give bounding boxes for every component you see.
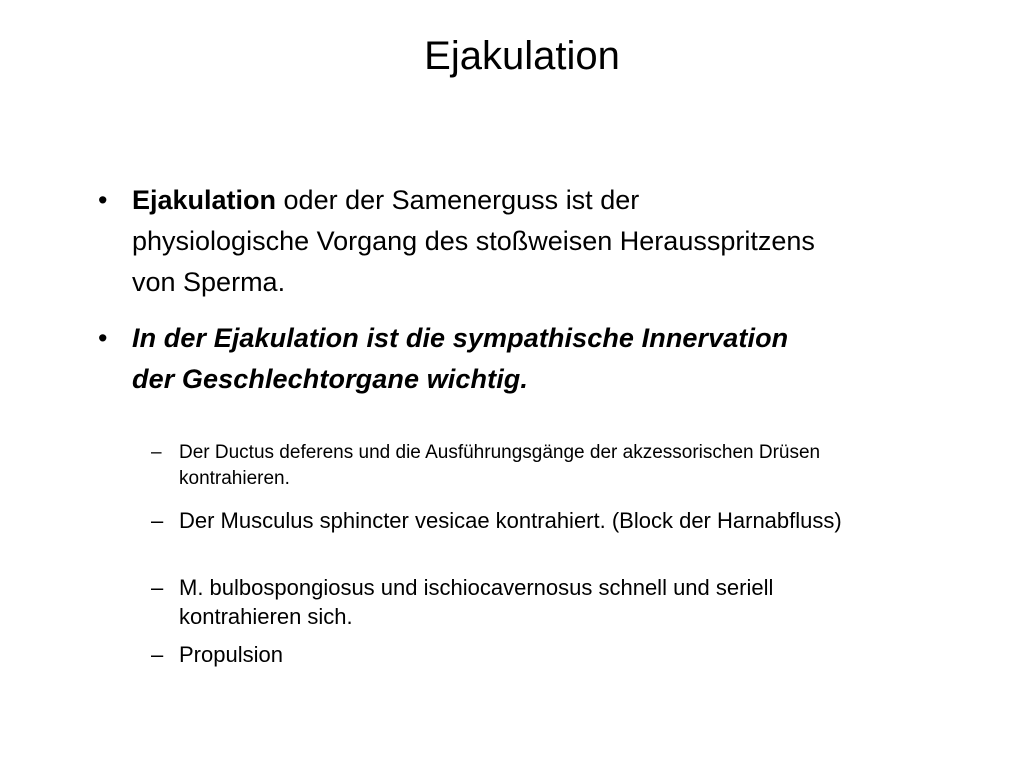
bullet-marker: • (98, 185, 108, 215)
subbullet-text: M. bulbospongiosus und ischiocavernosus schnell und seriell kontrahieren sich. (179, 575, 774, 629)
subbullet-marker: – (151, 508, 164, 533)
bullet-lead-term: Ejakulation (132, 185, 277, 215)
subbullet-marker: – (151, 642, 164, 667)
subbullet-text: Der Musculus sphincter vesicae kontrahiert. (Block der Harnabfluss) (179, 508, 842, 533)
bullet-text: In der Ejakulation ist die sympathische Innervation der Geschlechtorgane wichtig. (132, 323, 789, 394)
subbullet-text: Der Ductus deferens und die Ausführungsgänge der akzessorischen Drüsen kontrahieren. (179, 442, 821, 489)
bullet-text (132, 180, 822, 303)
subbullet-marker: – (151, 442, 162, 463)
subbullet-marker: – (151, 575, 164, 600)
bullet-marker: • (98, 323, 108, 353)
slide-title: Ejakulation (424, 34, 620, 78)
subbullet-text: Propulsion (179, 642, 283, 667)
bullet-rest-text: oder der Samenerguss ist der physiologische Vorgang des stoßweisen Herausspritzens von Sperma. (132, 185, 815, 297)
